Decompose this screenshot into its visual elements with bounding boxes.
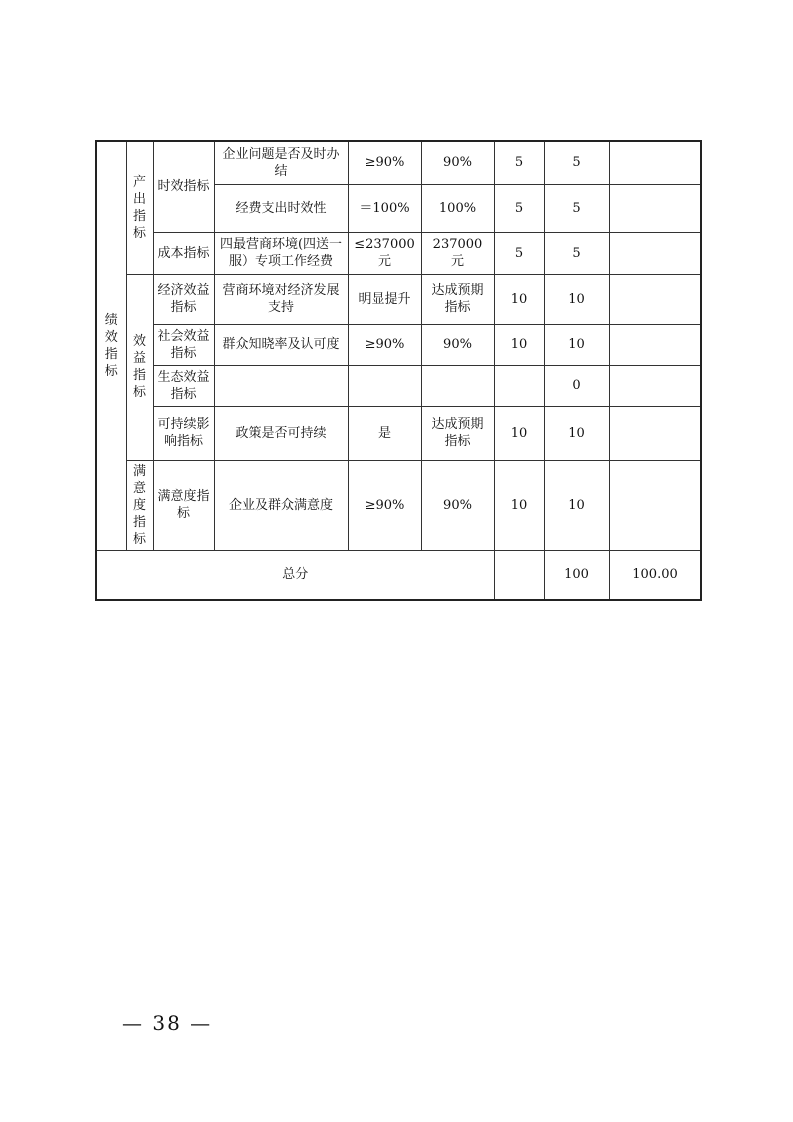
note [609, 365, 701, 406]
actual-value [421, 365, 494, 406]
target-value: 明显提升 [348, 274, 421, 324]
sub-indicator: 可持续影响指标 [153, 406, 214, 460]
score: 0 [544, 365, 609, 406]
sub-indicator: 时效指标 [153, 141, 214, 232]
note [609, 274, 701, 324]
actual-value: 达成预期指标 [421, 274, 494, 324]
target-value: ≥90% [348, 460, 421, 550]
weight: 10 [494, 406, 544, 460]
note [609, 406, 701, 460]
target-value [348, 365, 421, 406]
score: 5 [544, 232, 609, 274]
note [609, 324, 701, 365]
note [609, 232, 701, 274]
indicator [214, 365, 348, 406]
weight: 10 [494, 324, 544, 365]
group-label: 产出指标 [126, 141, 153, 274]
sub-indicator: 社会效益指标 [153, 324, 214, 365]
score: 10 [544, 406, 609, 460]
target-value: ＝100% [348, 184, 421, 232]
note [609, 184, 701, 232]
sub-indicator: 生态效益指标 [153, 365, 214, 406]
indicator: 营商环境对经济发展支持 [214, 274, 348, 324]
score: 10 [544, 460, 609, 550]
score: 5 [544, 141, 609, 184]
sub-indicator: 成本指标 [153, 232, 214, 274]
total-blank [494, 550, 544, 600]
table-row [96, 460, 701, 550]
actual-value: 90% [421, 324, 494, 365]
table-row [96, 232, 701, 274]
performance-indicator-table [95, 140, 702, 601]
weight: 5 [494, 141, 544, 184]
table-row [96, 365, 701, 406]
table-row [96, 324, 701, 365]
actual-value: 90% [421, 141, 494, 184]
score: 10 [544, 324, 609, 365]
sub-indicator: 满意度指标 [153, 460, 214, 550]
score: 10 [544, 274, 609, 324]
total-score: 100.00 [609, 550, 701, 600]
table-row [96, 141, 701, 184]
weight: 10 [494, 460, 544, 550]
target-value: ≤237000元 [348, 232, 421, 274]
score: 5 [544, 184, 609, 232]
indicator: 群众知晓率及认可度 [214, 324, 348, 365]
level1-label: 绩效指标 [96, 141, 126, 550]
weight: 10 [494, 274, 544, 324]
weight: 5 [494, 232, 544, 274]
actual-value: 达成预期指标 [421, 406, 494, 460]
total-weight: 100 [544, 550, 609, 600]
group-label: 满意度指标 [126, 460, 153, 550]
sub-indicator: 经济效益指标 [153, 274, 214, 324]
total-row [96, 550, 701, 600]
actual-value: 237000 元 [421, 232, 494, 274]
indicator: 经费支出时效性 [214, 184, 348, 232]
indicator: 企业及群众满意度 [214, 460, 348, 550]
indicator: 四最营商环境(四送一服）专项工作经费 [214, 232, 348, 274]
note [609, 460, 701, 550]
indicator: 政策是否可持续 [214, 406, 348, 460]
total-label: 总分 [96, 550, 494, 600]
target-value: ≥90% [348, 324, 421, 365]
page-number: — 38 — [122, 1011, 213, 1035]
note [609, 141, 701, 184]
table-row [96, 274, 701, 324]
group-label: 效益指标 [126, 274, 153, 460]
weight: 5 [494, 184, 544, 232]
weight [494, 365, 544, 406]
target-value: 是 [348, 406, 421, 460]
indicator: 企业问题是否及时办结 [214, 141, 348, 184]
actual-value: 100% [421, 184, 494, 232]
actual-value: 90% [421, 460, 494, 550]
table-row [96, 406, 701, 460]
target-value: ≥90% [348, 141, 421, 184]
